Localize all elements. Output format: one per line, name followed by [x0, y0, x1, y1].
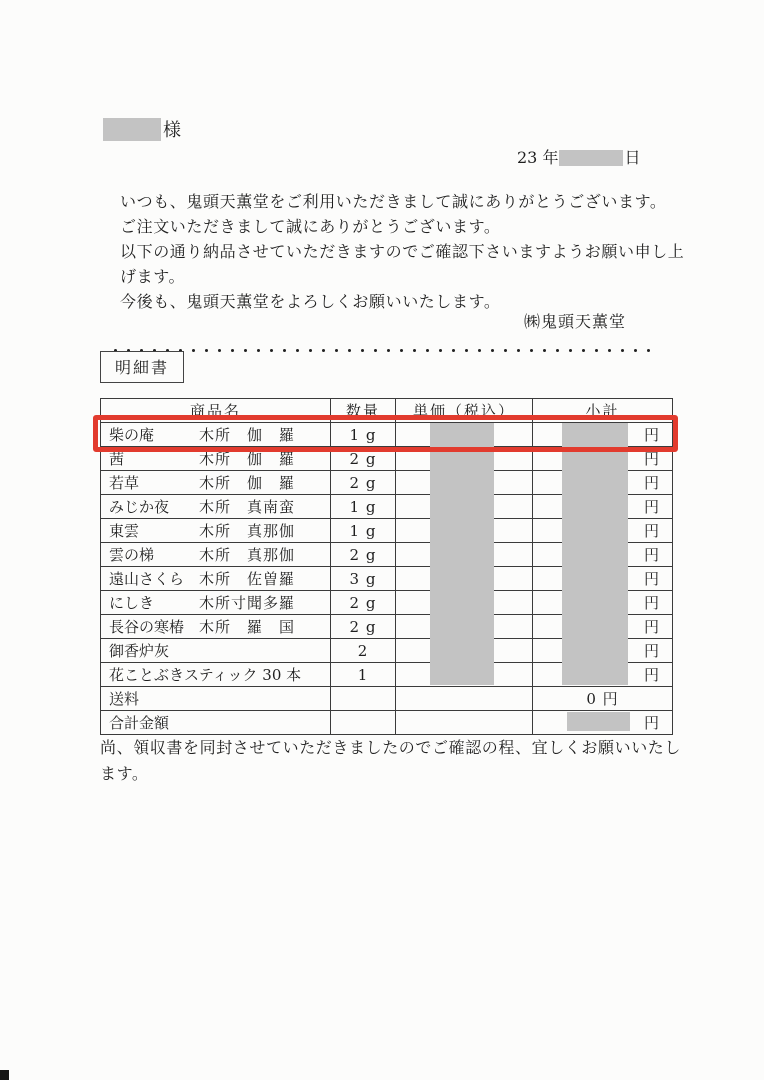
subtotal-cell: 円 — [533, 495, 673, 519]
kidokoro-wood-type: 木所 佐曽羅 — [199, 570, 296, 588]
product-name-cell — [101, 423, 331, 447]
separator-dot — [218, 349, 221, 352]
kidokoro-wood-type: 木所寸聞多羅 — [199, 594, 296, 612]
separator-dot — [374, 349, 377, 352]
separator-dot — [192, 349, 195, 352]
separator-dot — [439, 349, 442, 352]
kidokoro-wood-type: 木所 伽 羅 — [199, 426, 296, 444]
subtotal-cell: 円 — [533, 639, 673, 663]
product-name: 東雲 — [109, 522, 140, 540]
quantity-cell — [331, 711, 396, 735]
product-name-cell — [101, 543, 331, 567]
kidokoro-wood-type: 木所 伽 羅 — [199, 474, 296, 492]
subtotal-cell: 円 — [533, 423, 673, 447]
greeting-line: 今後も、鬼頭天薫堂をよろしくお願いいたします。 — [120, 292, 501, 311]
separator-dot — [205, 349, 208, 352]
separator-dot — [452, 349, 455, 352]
subtotal-cell: 円 — [533, 567, 673, 591]
quantity-cell: 1 — [331, 663, 396, 687]
date-line — [517, 145, 640, 168]
quantity-cell: 2 g — [331, 471, 396, 495]
product-name: 柴の庵 — [109, 426, 155, 444]
product-name: 御香炉灰 — [109, 642, 170, 660]
statement-label: 明細書 — [100, 351, 184, 383]
kidokoro-wood-type: 木所 真那伽 — [199, 546, 296, 564]
header-unit-price: 単価（税込） — [396, 399, 533, 423]
greeting-line: げます。 — [120, 267, 186, 286]
product-name: 若草 — [109, 474, 140, 492]
product-name-cell — [101, 495, 331, 519]
quantity-cell: 2 g — [331, 591, 396, 615]
kidokoro-wood-type: 木所 真南蛮 — [199, 498, 296, 516]
separator-dot — [270, 349, 273, 352]
product-name: 遠山さくら — [109, 570, 185, 588]
addressee-line — [103, 116, 182, 142]
separator-dot — [530, 349, 533, 352]
separator-dot — [491, 349, 494, 352]
separator-dot — [309, 349, 312, 352]
date-day-suffix: 日 — [624, 148, 641, 167]
separator-dot — [634, 349, 637, 352]
greeting-line: 以下の通り納品させていただきますのでご確認下さいますようお願い申し上 — [120, 242, 685, 261]
separator-dot — [283, 349, 286, 352]
unit-price-cell — [396, 711, 533, 735]
separator-dot — [517, 349, 520, 352]
separator-dot — [257, 349, 260, 352]
subtotal-cell: 円 — [533, 471, 673, 495]
product-name: 花ことぶきスティック 30 本 — [109, 666, 302, 684]
separator-dot — [504, 349, 507, 352]
product-name-cell — [101, 471, 331, 495]
kidokoro-wood-type: 木所 真那伽 — [199, 522, 296, 540]
separator-dot — [387, 349, 390, 352]
subtotal-cell: 円 — [533, 615, 673, 639]
footer-line: ます。 — [100, 764, 149, 783]
separator-dot — [543, 349, 546, 352]
separator-dot — [361, 349, 364, 352]
subtotal-redaction-strip — [562, 423, 628, 685]
separator-dot — [621, 349, 624, 352]
separator-dot — [231, 349, 234, 352]
product-name-cell — [101, 663, 331, 687]
header-subtotal: 小計 — [533, 399, 673, 423]
separator-dot — [413, 349, 416, 352]
product-name-cell — [101, 591, 331, 615]
kidokoro-wood-type: 木所 羅 国 — [199, 618, 296, 636]
separator-dot — [582, 349, 585, 352]
separator-dot — [426, 349, 429, 352]
quantity-cell: 2 g — [331, 615, 396, 639]
product-name-cell — [101, 711, 331, 735]
header-product-name: 商品名 — [101, 399, 331, 423]
subtotal-cell: 円 — [533, 543, 673, 567]
table-header-row — [101, 399, 673, 423]
dotted-separator — [114, 337, 660, 345]
separator-dot — [595, 349, 598, 352]
product-name: にしき — [109, 594, 155, 612]
quantity-cell: 2 — [331, 639, 396, 663]
product-name: みじか夜 — [109, 498, 170, 516]
separator-dot — [647, 349, 650, 352]
scan-artifact — [0, 1070, 9, 1080]
greeting-line: ご注文いただきまして誠にありがとうございます。 — [120, 217, 501, 236]
greeting-line: いつも、鬼頭天薫堂をご利用いただきまして誠にありがとうございます。 — [120, 192, 667, 211]
quantity-cell: 2 g — [331, 543, 396, 567]
product-name-cell — [101, 687, 331, 711]
product-name: 合計金額 — [109, 714, 170, 732]
greeting-paragraph — [120, 189, 684, 314]
footer-note — [100, 735, 681, 787]
separator-dot — [569, 349, 572, 352]
subtotal-cell: 円 — [533, 711, 673, 735]
addressee-redaction — [103, 118, 161, 141]
subtotal-cell: 円 — [533, 519, 673, 543]
quantity-cell: 1 g — [331, 519, 396, 543]
product-name: 送料 — [109, 690, 140, 708]
quantity-cell — [331, 687, 396, 711]
date-year: 23 年 — [517, 148, 559, 167]
unit-price-redaction-strip — [430, 423, 494, 685]
unit-price-cell — [396, 687, 533, 711]
product-name: 長谷の寒椿 — [109, 618, 185, 636]
invoice-table — [100, 398, 672, 735]
separator-dot — [244, 349, 247, 352]
total-amount-redaction — [567, 712, 630, 731]
product-name-cell — [101, 519, 331, 543]
product-name: 雲の梯 — [109, 546, 155, 564]
separator-dot — [465, 349, 468, 352]
company-signature: ㈱鬼頭天薫堂 — [524, 312, 627, 331]
quantity-cell: 3 g — [331, 567, 396, 591]
table-row — [101, 687, 673, 711]
separator-dot — [322, 349, 325, 352]
separator-dot — [478, 349, 481, 352]
product-name-cell — [101, 567, 331, 591]
separator-dot — [556, 349, 559, 352]
subtotal-cell: 円 — [533, 447, 673, 471]
subtotal-cell: 円 — [533, 663, 673, 687]
product-name-cell — [101, 447, 331, 471]
separator-dot — [335, 349, 338, 352]
quantity-cell: 2 g — [331, 447, 396, 471]
separator-dot — [296, 349, 299, 352]
footer-line: 尚、領収書を同封させていただきましたのでご確認の程、宜しくお願いいたし — [100, 738, 682, 757]
separator-dot — [608, 349, 611, 352]
header-quantity: 数量 — [331, 399, 396, 423]
separator-dot — [400, 349, 403, 352]
separator-dot — [348, 349, 351, 352]
subtotal-cell: 0 円 — [533, 687, 673, 711]
addressee-honorific: 様 — [163, 120, 182, 141]
kidokoro-wood-type: 木所 伽 羅 — [199, 450, 296, 468]
product-name-cell — [101, 639, 331, 663]
product-name: 茜 — [109, 450, 125, 468]
product-name-cell — [101, 615, 331, 639]
subtotal-cell: 円 — [533, 591, 673, 615]
quantity-cell: 1 g — [331, 495, 396, 519]
quantity-cell: 1 g — [331, 423, 396, 447]
date-redaction — [559, 150, 623, 166]
